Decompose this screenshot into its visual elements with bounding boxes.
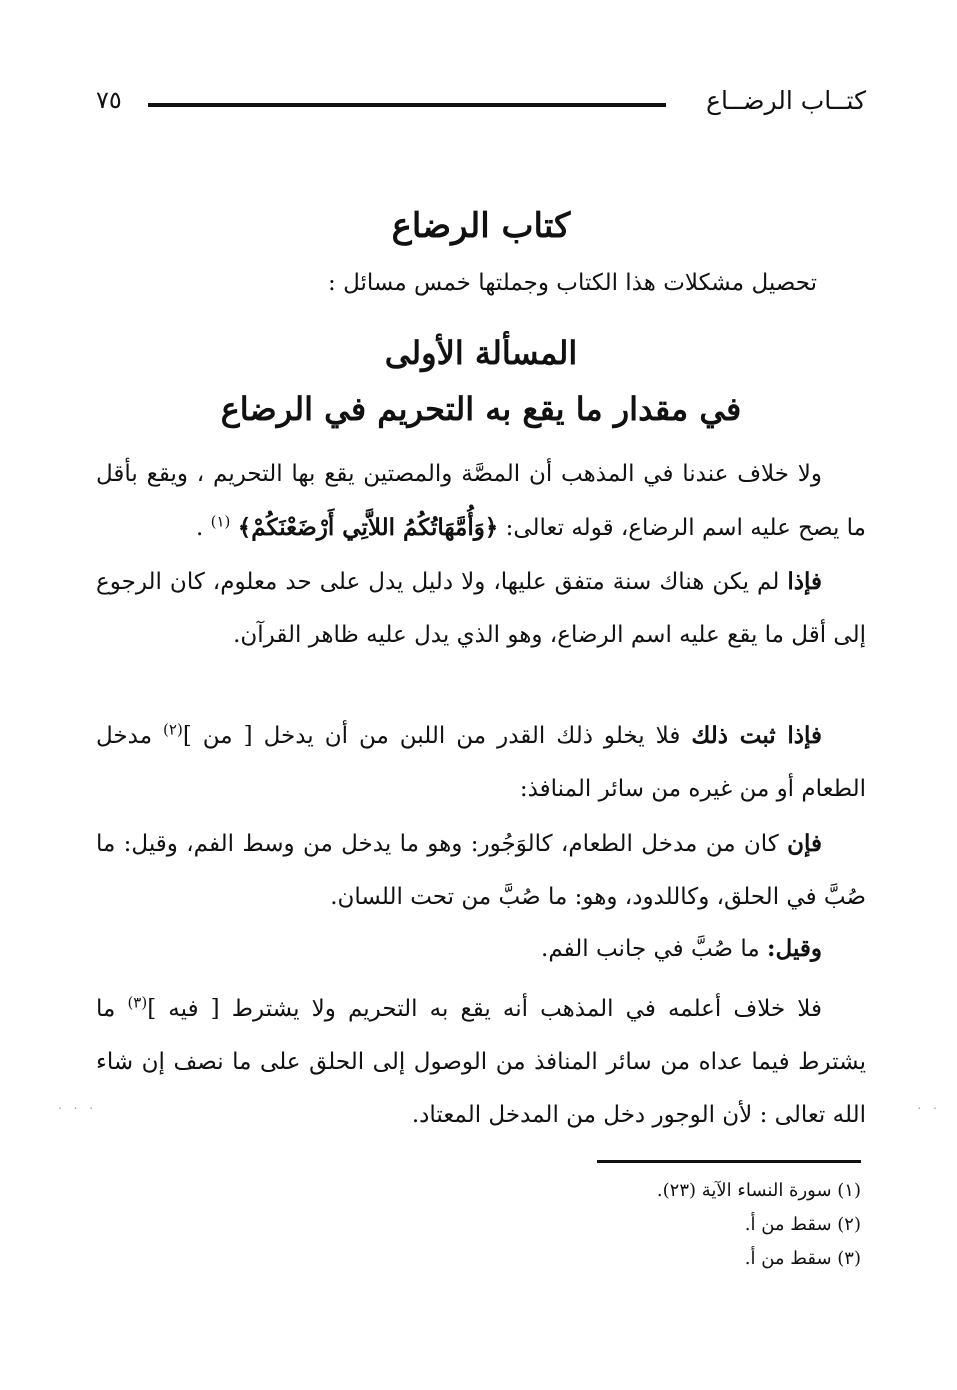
paragraph-3 <box>96 709 866 816</box>
header-rule <box>148 103 666 107</box>
paragraph-lead: فإذا ثبت ذلك <box>691 722 822 749</box>
footnote-item: (٣) سقط من أ. <box>744 1248 861 1269</box>
footnote-ref-2: (٢) <box>163 720 183 739</box>
paragraph-2 <box>96 555 866 662</box>
paragraph-5 <box>96 922 866 976</box>
book-title: كتاب الرضاع <box>391 206 571 246</box>
footnote-ref-3: (٣) <box>127 993 148 1012</box>
scan-artifact: . . . <box>58 1098 98 1112</box>
intro-line: تحصيل مشكلات هذا الكتاب وجملتها خمس مسائل : <box>328 270 817 296</box>
paragraph-text: ولا خلاف عندنا في المذهب أن المصَّة والمصتين يقع بها التحريم ، ويقع بأقل ما يصح عليه اسم الرضاع، قوله تعالى: <box>96 461 866 541</box>
section-subtitle: في مقدار ما يقع به التحريم في الرضاع <box>220 390 742 428</box>
footnote-item: (١) سورة النساء الآية (٢٣). <box>656 1180 861 1201</box>
scan-artifact: . . <box>917 1098 941 1112</box>
paragraph-text: مدخل الطعام أو من غيره من سائر المنافذ: <box>96 723 866 802</box>
running-header <box>96 86 866 126</box>
paragraph-tail: . <box>196 515 211 541</box>
section-title: المسألة الأولى <box>384 334 578 372</box>
paragraph-text: فلا يخلو ذلك القدر من اللبن من أن يدخل [ من ] <box>182 723 692 749</box>
paragraph-text: لم يكن هناك سنة متفق عليها، ولا دليل يدل على حد معلوم، كان الرجوع إلى أقل ما يقع عليه اسم الرضاع، وهو الذي يدل عليه ظاهر القرآن. <box>96 569 866 648</box>
page-number: ٧٥ <box>96 86 122 114</box>
paragraph-lead: وقيل: <box>767 935 822 962</box>
paragraph-1 <box>96 448 866 555</box>
paragraph-text: ما صُبَّ في جانب الفم. <box>541 936 768 962</box>
footnote-rule <box>597 1160 861 1163</box>
footnote-ref-1: (١) <box>210 512 231 531</box>
paragraph-4 <box>96 817 866 924</box>
paragraph-text: فلا خلاف أعلمه في المذهب أنه يقع به التحريم ولا يشترط [ فيه ] <box>147 996 822 1022</box>
header-title: كتــاب الرضــاع <box>706 86 866 115</box>
footnotes <box>261 1174 861 1276</box>
quran-verse: ﴿وَأُمَّهَاتُكُمُ اللاَّتِي أَرْضَعْنَكُمْ﴾ <box>237 514 499 541</box>
paragraph-lead: فإذا <box>787 568 822 595</box>
footnote-item: (٢) سقط من أ. <box>744 1214 861 1235</box>
paragraph-lead: فإن <box>787 830 822 857</box>
paragraph-6 <box>96 983 866 1142</box>
paragraph-text: كان من مدخل الطعام، كالوَجُور: وهو ما يدخل من وسط الفم، وقيل: ما صُبَّ في الحلق، وكاللدود، وهو: ما صُبَّ من تحت اللسان. <box>96 831 866 910</box>
paragraph-text: ما يشترط فيما عداه من سائر المنافذ من الوصول إلى الحلق على ما نصف إن شاء الله تعالى : لأن الوجور دخل من المدخل المعتاد. <box>96 996 866 1128</box>
